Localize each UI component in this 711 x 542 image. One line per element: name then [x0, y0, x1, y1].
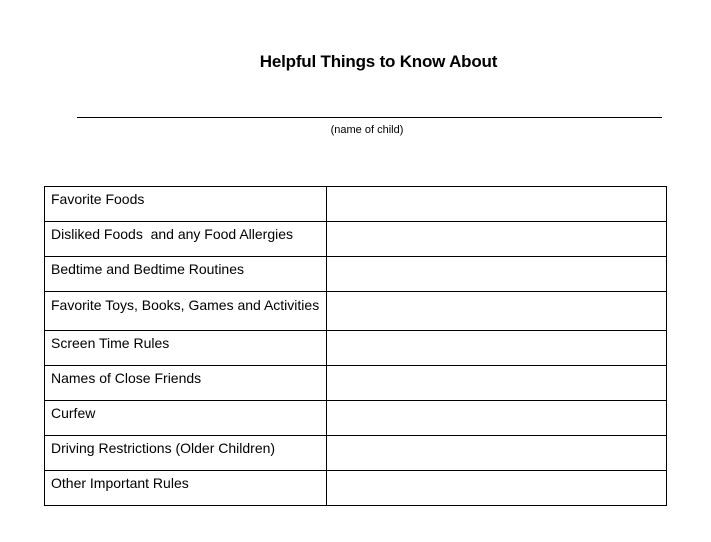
- row-value-cell[interactable]: [327, 471, 667, 506]
- row-value-cell[interactable]: [327, 401, 667, 436]
- table-row: [45, 257, 667, 292]
- row-value-cell[interactable]: [327, 436, 667, 471]
- row-value-cell[interactable]: [327, 222, 667, 257]
- child-name-line[interactable]: [77, 117, 662, 118]
- row-label: Driving Restrictions (Older Children): [45, 436, 327, 471]
- table-row: [45, 331, 667, 366]
- table-row: [45, 471, 667, 506]
- row-label: Bedtime and Bedtime Routines: [45, 257, 327, 292]
- row-label: Favorite Toys, Books, Games and Activities: [45, 292, 327, 331]
- row-label: Curfew: [45, 401, 327, 436]
- row-value-cell[interactable]: [327, 366, 667, 401]
- row-label: Other Important Rules: [45, 471, 327, 506]
- table-row: [45, 187, 667, 222]
- table-row: [45, 222, 667, 257]
- info-table: [44, 186, 667, 506]
- table-row: [45, 436, 667, 471]
- table-row: [45, 401, 667, 436]
- row-label: Names of Close Friends: [45, 366, 327, 401]
- row-label: Screen Time Rules: [45, 331, 327, 366]
- row-label: Disliked Foods and any Food Allergies: [45, 222, 327, 257]
- row-value-cell[interactable]: [327, 331, 667, 366]
- page-title: Helpful Things to Know About: [259, 52, 498, 71]
- row-value-cell[interactable]: [327, 257, 667, 292]
- row-value-cell[interactable]: [327, 187, 667, 222]
- row-value-cell[interactable]: [327, 292, 667, 331]
- child-name-caption: (name of child): [330, 124, 404, 136]
- table-row: [45, 292, 667, 331]
- table-row: [45, 366, 667, 401]
- row-label: Favorite Foods: [45, 187, 327, 222]
